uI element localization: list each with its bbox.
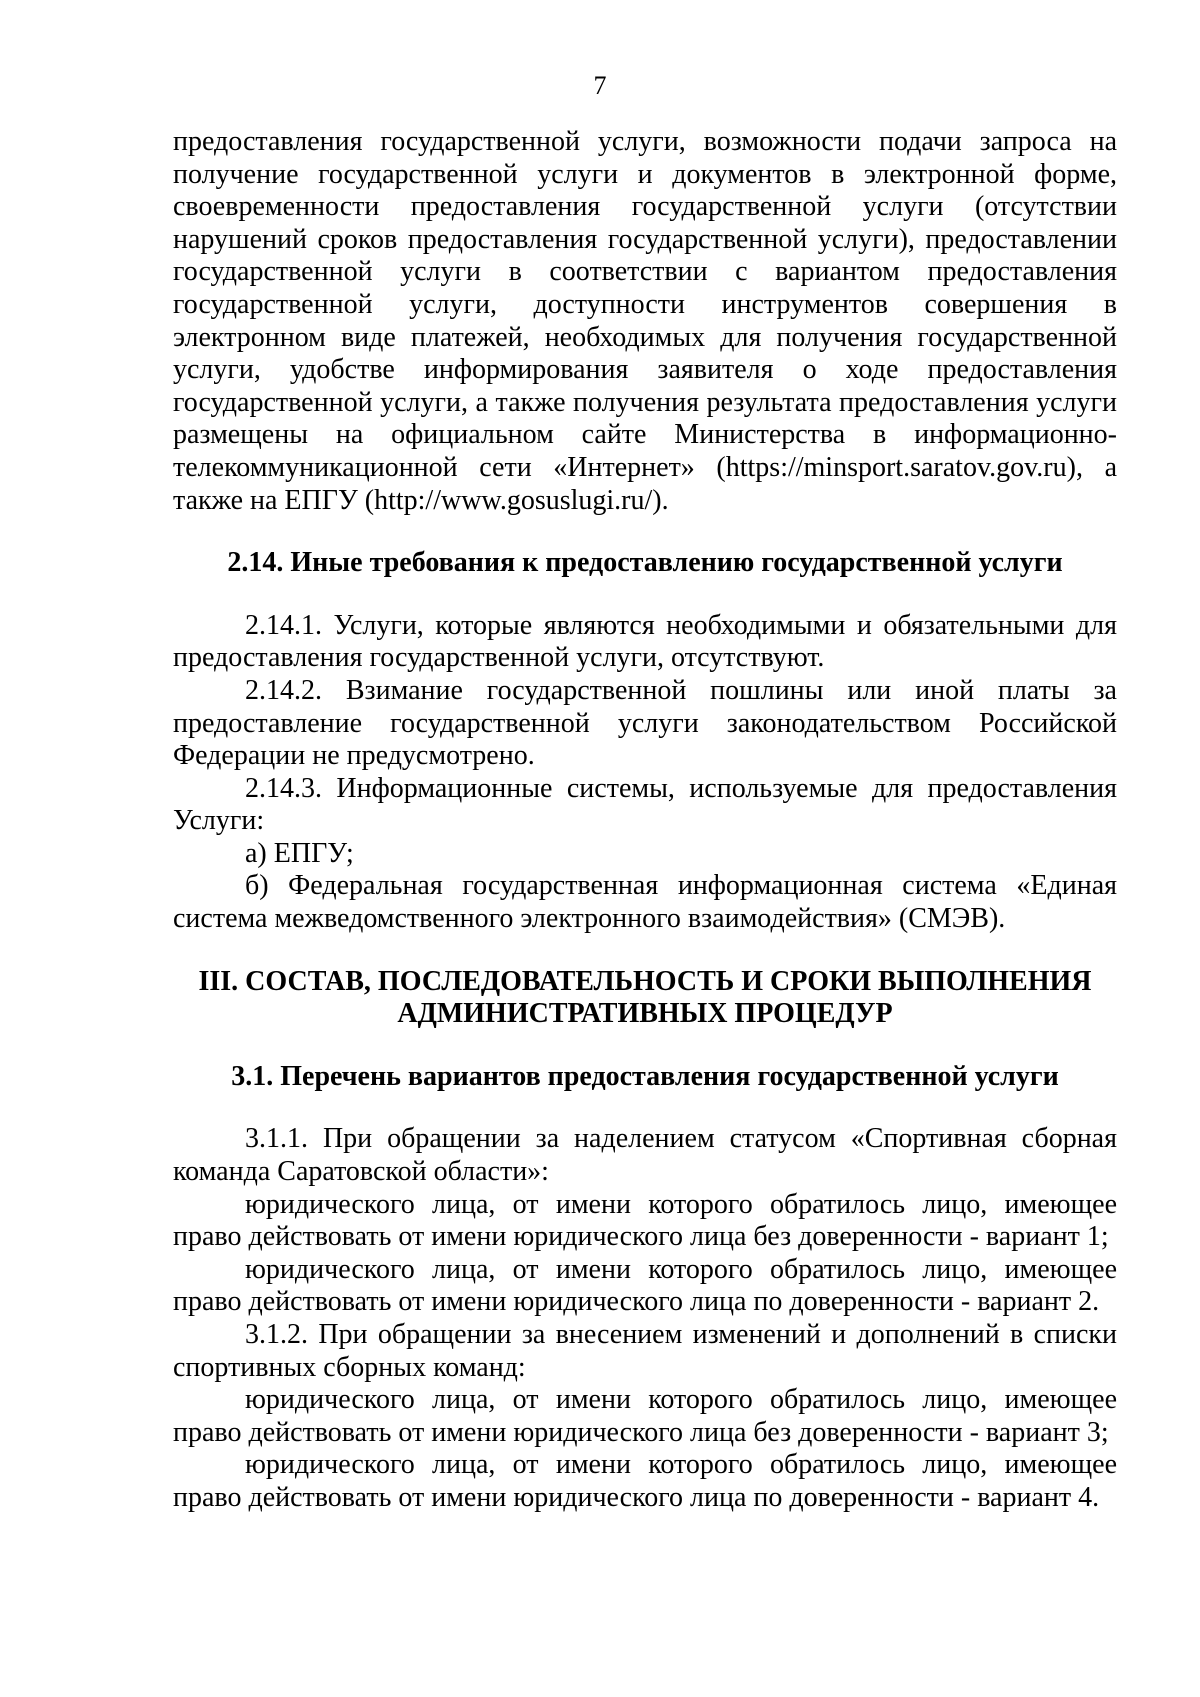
variant-3-paragraph: юридического лица, от имени которого обратилось лицо, имеющее право действовать от имени юридического лица без доверенности - вариант 3; xyxy=(173,1384,1117,1448)
section-2-14-heading: 2.14. Иные требования к предоставлению государственной услуги xyxy=(227,547,1063,579)
paragraph-2-14-2: 2.14.2. Взимание государственной пошлины или иной платы за предоставление государственной услуги законодательством Российской Федерации не предусмотрено. xyxy=(173,674,1117,772)
paragraph-3-1-2: 3.1.2. При обращении за внесением изменений и дополнений в списки спортивных сборных команд: xyxy=(173,1319,1117,1383)
page-number: 7 xyxy=(593,71,607,100)
list-item-b: б) Федеральная государственная информационная система «Единая система межведомственного электронного взаимодействия» (СМЭВ). xyxy=(173,870,1117,935)
chapter-3-heading xyxy=(173,966,1117,1031)
list-item-a: а) ЕПГУ; xyxy=(245,837,354,869)
intro-paragraph: предоставления государственной услуги, возможности подачи запроса на получение государственной услуги и документов в электронной форме, своевременности предоставления государственной услуги (отсутствии нарушений сроков предоставления государственной услуги), предоставлении государственной услуги в соответствии с вариантом предоставления государственной услуги, доступности инструментов совершения в электронном виде платежей, необходимых для получения государственной услуги, удобстве информирования заявителя о ходе предоставления государственной услуги, а также получения результата предоставления услуги размещены на официальном сайте Министерства в информационно-телекоммуникационной сети «Интернет» (https://minsport.saratov.gov.ru), а также на ЕПГУ (http://www.gosuslugi.ru/). xyxy=(173,126,1117,516)
section-3-1-heading: 3.1. Перечень вариантов предоставления государственной услуги xyxy=(231,1060,1059,1092)
paragraph-2-14-3: 2.14.3. Информационные системы, используемые для предоставления Услуги: xyxy=(173,772,1117,837)
paragraph-3-1-1: 3.1.1. При обращении за наделением статусом «Спортивная сборная команда Саратовской области»: xyxy=(173,1123,1117,1188)
paragraph-2-14-1: 2.14.1. Услуги, которые являются необходимыми и обязательными для предоставления государственной услуги, отсутствуют. xyxy=(173,609,1117,674)
page-content xyxy=(173,126,1117,1515)
variant-2-paragraph: юридического лица, от имени которого обратилось лицо, имеющее право действовать от имени юридического лица по доверенности - вариант 2. xyxy=(173,1253,1117,1318)
variant-4-paragraph: юридического лица, от имени которого обратилось лицо, имеющее право действовать от имени юридического лица по доверенности - вариант 4. xyxy=(173,1449,1117,1513)
chapter-3-heading-line1: III. СОСТАВ, ПОСЛЕДОВАТЕЛЬНОСТЬ И СРОКИ ВЫПОЛНЕНИЯ xyxy=(198,965,1092,997)
chapter-3-heading-line2: АДМИНИСТРАТИВНЫХ ПРОЦЕДУР xyxy=(397,998,893,1030)
variant-1-paragraph: юридического лица, от имени которого обратилось лицо, имеющее право действовать от имени юридического лица без доверенности - вариант 1; xyxy=(173,1188,1117,1253)
